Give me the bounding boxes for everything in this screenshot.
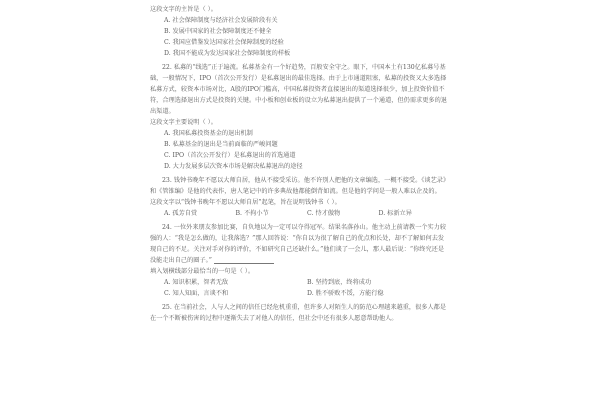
question-stem: 这段文字的主旨是（ ）。	[150, 6, 217, 13]
q23-option-b: B. 不拘小节	[235, 210, 269, 217]
option-d: D. 我国不能成为发达国家社会保障制度的样板	[164, 50, 291, 57]
question-24-paragraph	[150, 222, 450, 266]
option-a: A. 社会保障制度与经济社会发展阶段有关	[164, 17, 278, 24]
q23-option-a: A. 孤芳自赏	[164, 210, 198, 217]
q22-option-c: C. IPO（首次公开发行）是私募退出的首选通道	[164, 152, 296, 159]
q24-options-row-1	[150, 277, 450, 288]
q23-option-d: D. 标新立异	[378, 210, 412, 217]
q24-option-d: D. 胜不骄败不馁，方能行稳	[307, 290, 384, 297]
question-23-stem: 这段文字以“钱钟书晚年不愿以大师自居”起笔，旨在说明钱钟书（ ）。	[150, 199, 341, 206]
q22-option-a: A. 我国私募投资基金的退出机制	[164, 130, 253, 137]
q22-option-b: B. 私募基金的退出是当前面临的严峻问题	[164, 141, 278, 148]
q24-paragraph-text: 24. 一位外来朋友参加比赛，自负地以为一定可以夺得冠军。结果名落孙山。他主动上前请教一个实力较强的人：“我是怎么做的，让我落选？”那人回答说：“你自以为很了解自己的优点和长处，却不了解如何去发现自己的不足。关注对手对你的评价，不如研究自己还缺什么。”他们谈了一会儿，那人最后说：“你终究还是没能走出自己的圈子。”	[150, 224, 447, 264]
question-25-paragraph: 25. 在当前社会，人与人之间的信任已经危机重重，但许多人对陌生人的防范心理越来越重，很多人都是在一个不断被伤害的过程中逐渐失去了对他人的信任，但社会中还有很多人愿意帮助他人。	[150, 304, 447, 322]
question-24-stem: 填入划横线部分最恰当的一句是（ ）。	[150, 268, 255, 275]
q22-option-d: D. 大力发展多层次资本市场是解决私募退出的途径	[164, 163, 303, 170]
q24-option-b: B. 坚持到底，终将成功	[307, 279, 372, 286]
option-b: B. 发展中国家的社会保障制度还不健全	[164, 28, 272, 35]
q24-option-c: C. 知人知面，言谈不和	[164, 290, 229, 297]
q23-options-row	[150, 208, 450, 219]
question-22-paragraph: 22. 私募的“线选”正于遍流。私募基金有一个好趋势，百般安全守之。眼下，中国本土有130亿私募号基础，一般情况下，IPO（首次公开发行）是私募退出的最佳选择。由于上市通道阻塞，私募的投资又大多选择私募方式，较资本市场对比，A股的IPO门槛高，中国私募投资者直接退出的渠道选择很少，加上投资价值不符，合理选择退出方式是投资的关键。中小板和创业板的设立为私募退出提供了一个通道，但仍需求更多的退出渠道。	[150, 64, 447, 115]
question-23-paragraph: 23. 钱钟书晚年不愿以大师自居，他从不接受采访。他不许别人把他的文章编选，一概不接受。《谈艺录》和《管锥编》是他的代表作，唐人笔记中的许多典故他都能倒背如流。但是他的学问是一般人难以企及的。	[150, 177, 450, 195]
q23-option-c: C. 恃才傲物	[307, 210, 341, 217]
question-22-stem: 这段文字主要说明（ ）。	[150, 119, 217, 126]
option-c: C. 我国应借鉴发达国家社会保障制度的经验	[164, 39, 284, 46]
q24-options-row-2	[150, 288, 450, 299]
answer-blank	[214, 257, 274, 264]
q24-option-a: A. 知识积累，智者无敌	[164, 279, 229, 286]
